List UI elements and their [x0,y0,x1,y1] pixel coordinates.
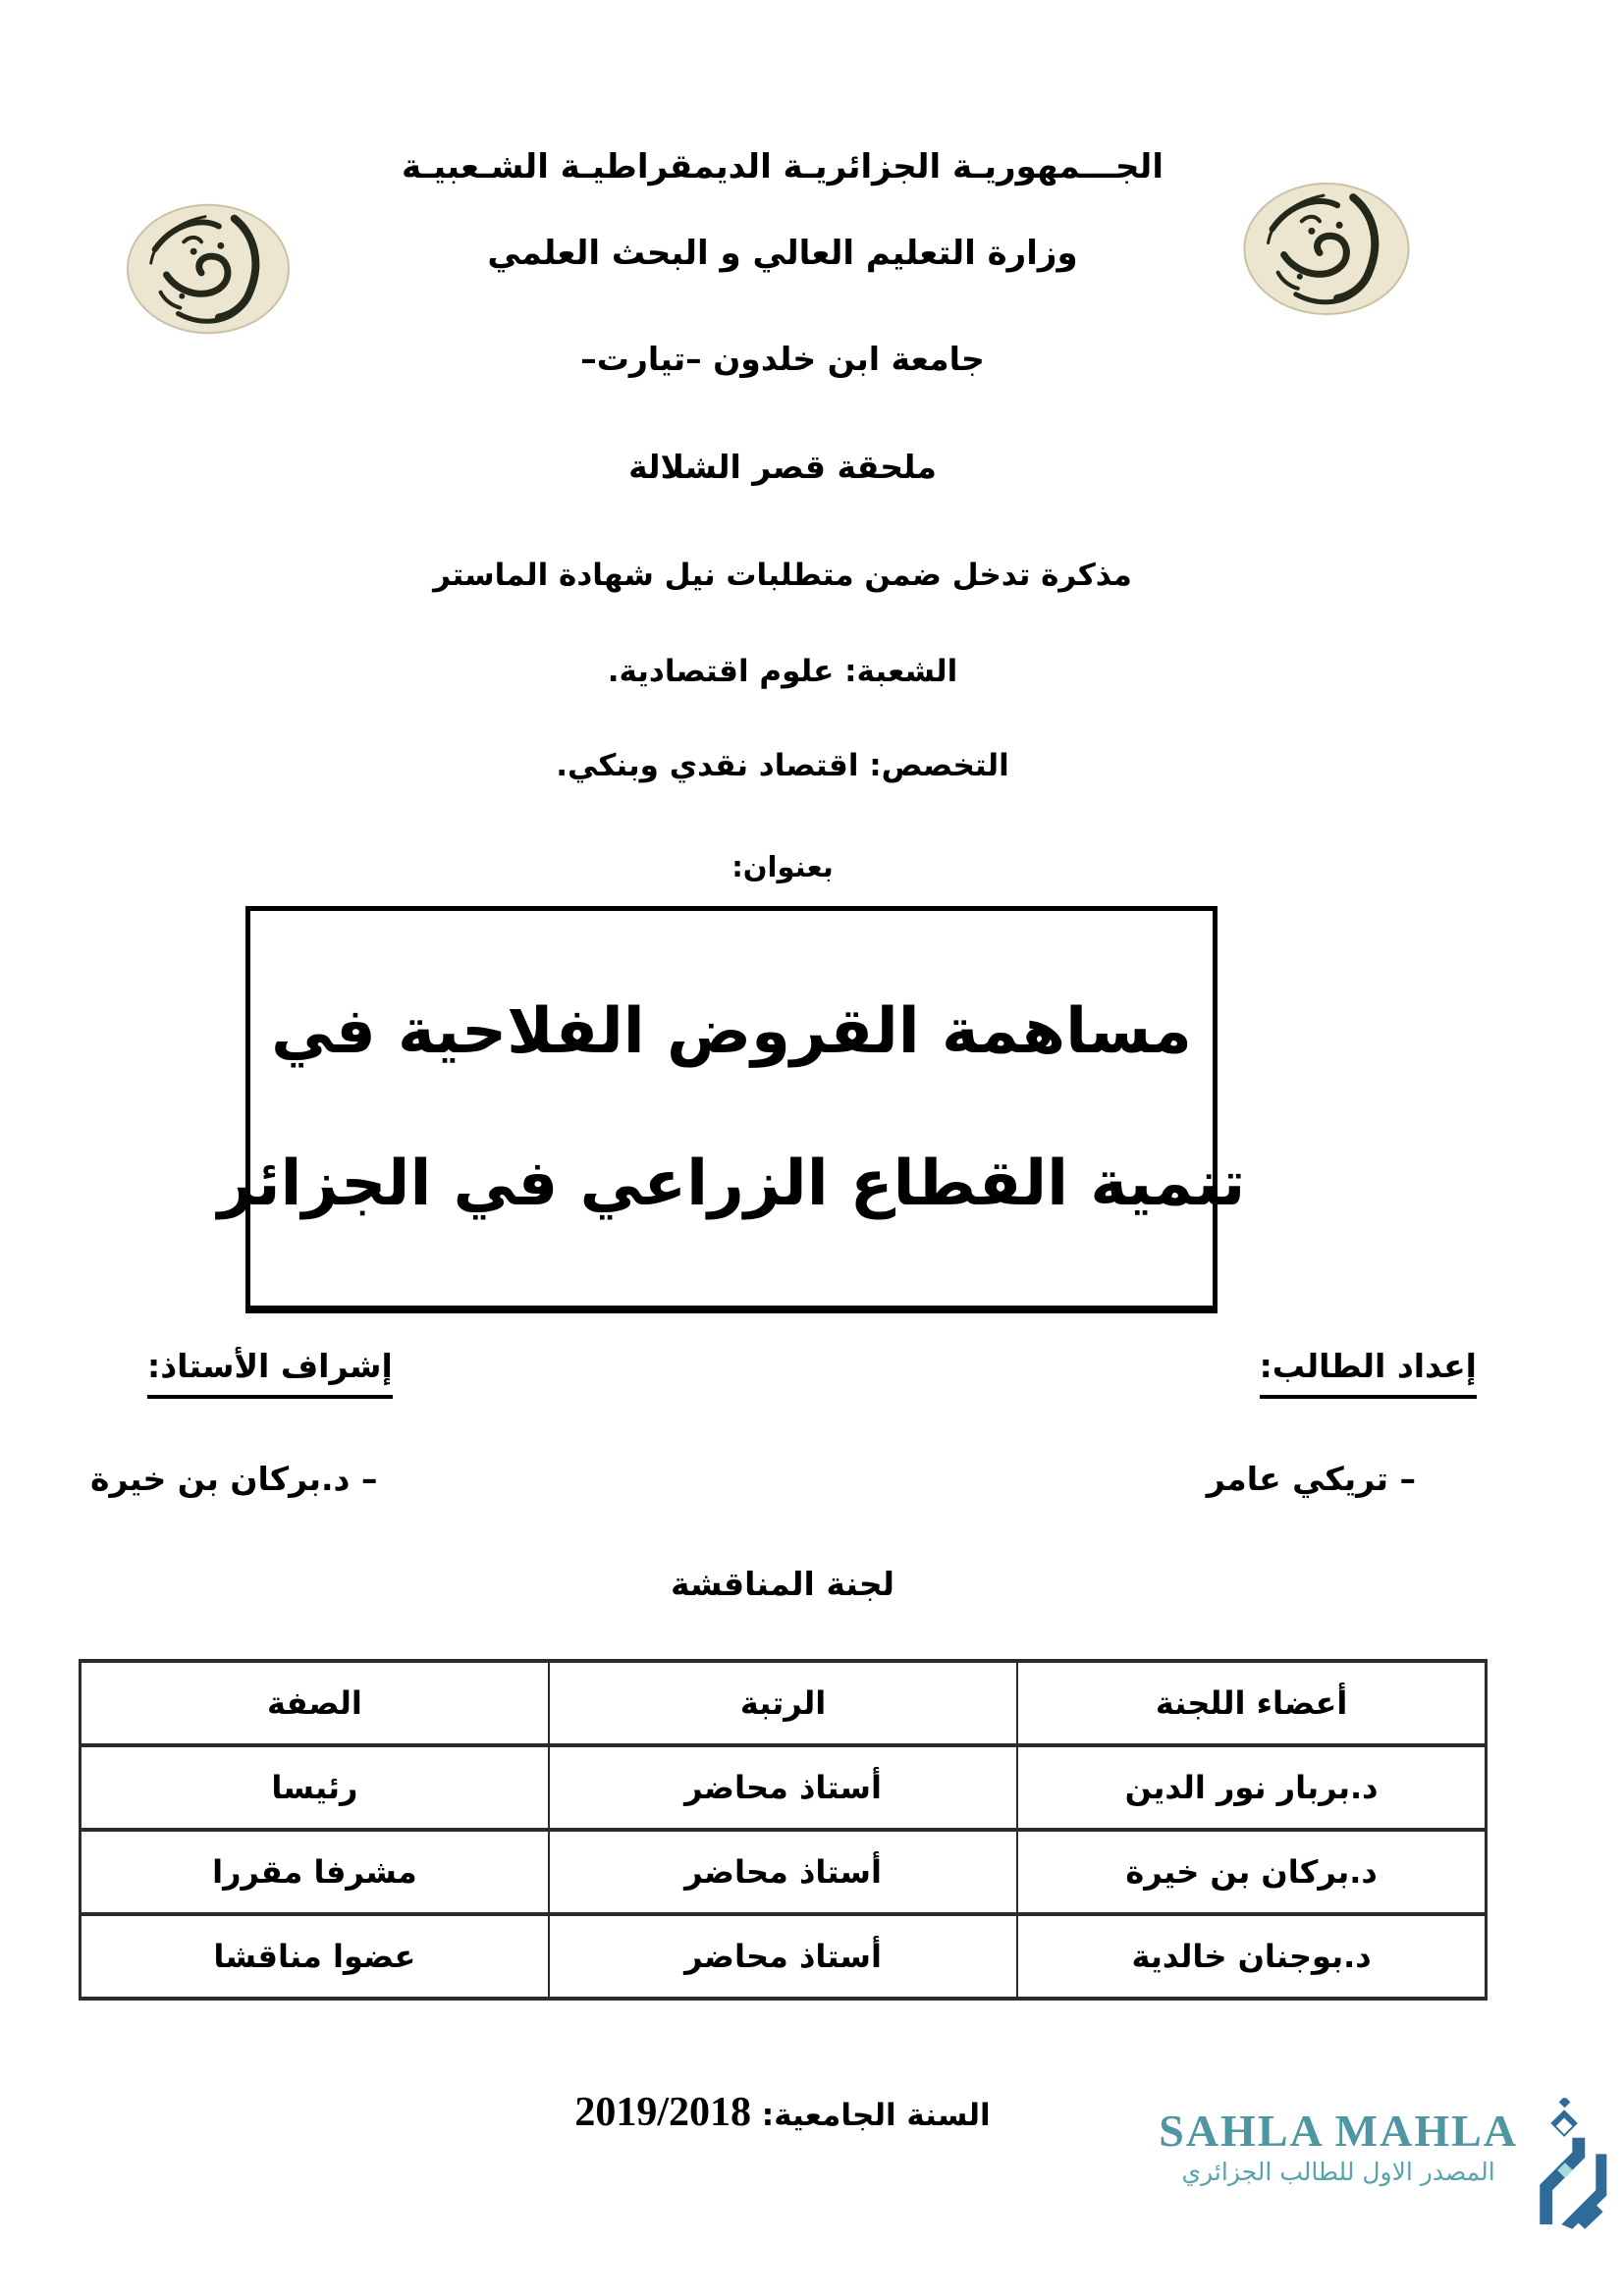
titled-label: بعنوان: [731,850,834,883]
thesis-title-line2: تنمية القطاع الزراعي في الجزائر [217,1148,1246,1220]
republic-line: الجـــمهوريـة الجزائريـة الديمقراطيـة الشـعبيـة [402,147,1164,187]
column-header-rank: الرتبة [549,1661,1017,1745]
university-seal-icon [1242,182,1411,317]
member-name-cell: د.بربار نور الدين [1017,1745,1486,1830]
brand-tagline: المصدر الاول للطالب الجزائري [1181,2158,1495,2186]
sahla-mahla-logo-icon [1520,2097,1610,2230]
column-header-role: الصفة [81,1661,549,1745]
committee-section-title: لجنة المناقشة [670,1565,895,1603]
specialty-line: التخصص: اقتصاد نقدي وبنكي. [556,748,1009,783]
member-role-cell: مشرفا مقررا [81,1830,549,1914]
university-seal-icon [126,202,291,337]
memo-requirement-line: مذكرة تدخل ضمن متطلبات نيل شهادة الماستر [433,558,1132,593]
committee-header-row [81,1661,1487,1745]
university-line: جامعة ابن خلدون –تيارت– [580,340,985,378]
member-rank-cell: أستاذ محاضر [549,1830,1017,1914]
academic-year-value: 2019/2018 [574,2090,751,2135]
ministry-line: وزارة التعليم العالي و البحث العلمي [487,234,1078,273]
thesis-title-box [217,906,1246,1313]
academic-year-label: السنة الجامعية: [761,2098,991,2133]
column-header-members: أعضاء اللجنة [1017,1661,1486,1745]
brand-text-column [1159,2106,1518,2186]
table-row [81,1914,1487,1999]
member-role-cell: رئيسا [81,1745,549,1830]
member-rank-cell: أستاذ محاضر [549,1745,1017,1830]
annex-line: ملحقة قصر الشلالة [628,448,937,486]
member-rank-cell: أستاذ محاضر [549,1914,1017,1999]
committee-table [79,1659,1488,2001]
member-name-cell: د.بوجنان خالدية [1017,1914,1486,1999]
table-row [81,1745,1487,1830]
supervisor-name: – د.بركان بن خيرة [90,1460,378,1498]
member-role-cell: عضوا مناقشا [81,1914,549,1999]
thesis-title-line1: مساهمة القروض الفلاحية في [271,994,1192,1068]
member-name-cell: د.بركان بن خيرة [1017,1830,1486,1914]
student-section-header: إعداد الطالب: [1260,1347,1477,1399]
sahla-mahla-watermark [1144,2106,1610,2230]
supervisor-section-header: إشراف الأستاذ: [147,1347,393,1399]
brand-wordmark: SAHLA MAHLA [1159,2106,1518,2156]
student-name: – تريكي عامر [1206,1460,1416,1498]
table-row [81,1830,1487,1914]
branch-line: الشعبة: علوم اقتصادية. [607,654,958,689]
